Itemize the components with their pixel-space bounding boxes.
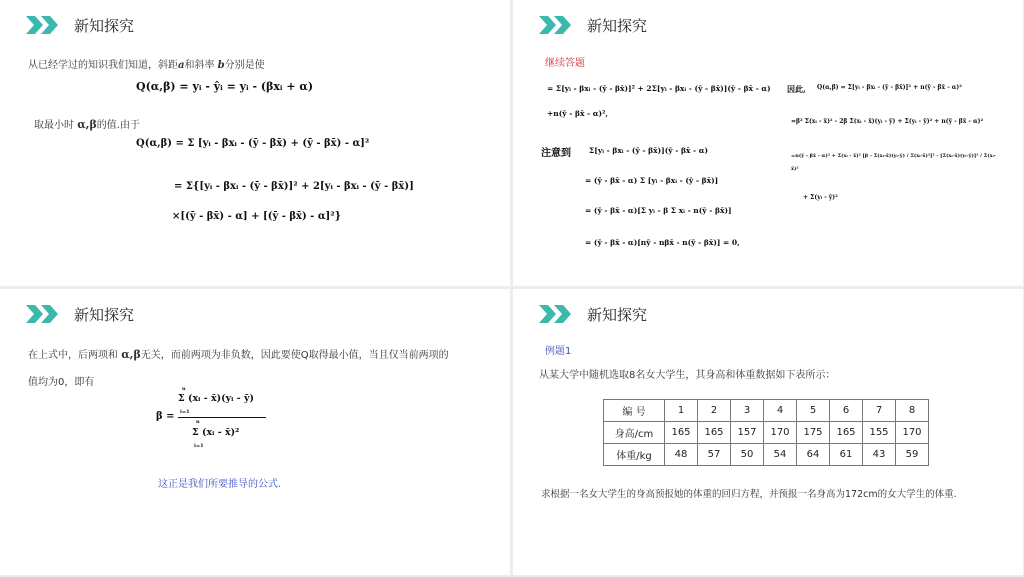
table-cell: 175 xyxy=(797,422,830,444)
s2-note-4: = (ȳ - βx̄ - α)[nȳ - nβx̄ - n(ȳ - βx̄)] = 0, xyxy=(585,238,740,247)
s2-line-1: = Σ[yᵢ - βxᵢ - (ȳ - βx̄)]² + 2Σ[yᵢ - βxᵢ - (ȳ - βx̄)](ȳ - βx̄ - α) xyxy=(547,84,771,93)
s2-r-4: + Σ(yᵢ - ȳ)² xyxy=(803,194,838,201)
table-cell: 64 xyxy=(797,444,830,466)
table-cell: 59 xyxy=(896,444,929,466)
min-post: 的值.由于 xyxy=(96,120,140,131)
slide-4 xyxy=(513,289,1023,575)
table-cell: 157 xyxy=(731,422,764,444)
slide-1 xyxy=(0,0,510,286)
slide-3-header xyxy=(26,303,134,325)
hence-label: 因此, xyxy=(787,84,806,94)
intro-a: a xyxy=(178,60,185,71)
min-text xyxy=(34,116,140,131)
table-row xyxy=(604,422,929,444)
table-cell: 6 xyxy=(830,400,863,422)
sum-top-2: n xyxy=(196,419,200,425)
p1-post: 无关，而前两项为非负数，因此要使Q取得最小值，当且仅当前两项的 xyxy=(140,350,449,361)
slide-1-intro xyxy=(28,56,265,71)
table-cell: 8 xyxy=(896,400,929,422)
slide-2 xyxy=(513,0,1023,286)
double-chevron-icon xyxy=(26,305,60,323)
row-label: 身高/cm xyxy=(604,422,665,444)
note-label: 注意到 xyxy=(541,148,571,159)
table-cell: 43 xyxy=(863,444,896,466)
s2-note-2: = (ȳ - βx̄ - α) Σ [yᵢ - βxᵢ - (ȳ - βx̄)] xyxy=(585,176,719,185)
table-cell: 57 xyxy=(698,444,731,466)
table-cell: 170 xyxy=(764,422,797,444)
table-row xyxy=(604,400,929,422)
table-cell: 165 xyxy=(665,422,698,444)
table-cell: 54 xyxy=(764,444,797,466)
slide-2-title: 新知探究 xyxy=(587,16,648,35)
eq-line-3: ×[(ȳ - βx̄) - α] + [(ȳ - βx̄) - α]²} xyxy=(172,211,342,222)
s2-line-2: +n(ȳ - βx̄ - α)², xyxy=(547,109,608,118)
denominator: Σ (xᵢ - x̄)² xyxy=(192,427,240,438)
question-text: 求根据一名女大学生的身高预报她的体重的回归方程，并预报一名身高为172cm的女大学生的体重. xyxy=(541,489,957,500)
conclusion-text: 这正是我们所要推导的公式. xyxy=(158,479,282,490)
intro-text: 从已经学过的知识我们知道，斜距 xyxy=(28,60,178,71)
table-row xyxy=(604,444,929,466)
slide-4-title: 新知探究 xyxy=(587,305,648,324)
q-formula: Q(α,β) = yᵢ - ŷᵢ = yᵢ - (βxᵢ + α) xyxy=(136,80,314,93)
s2-r-1: Q(α,β) = Σ[yᵢ - βxᵢ - (ȳ - βx̄)]² + n(ȳ - βx̄ - α)² xyxy=(817,84,962,91)
slide-1-header xyxy=(26,14,134,36)
table-cell: 155 xyxy=(863,422,896,444)
s3-paragraph-2: 值均为0，即有 xyxy=(28,377,95,388)
table-cell: 48 xyxy=(665,444,698,466)
table-cell: 1 xyxy=(665,400,698,422)
example-label: 例题1 xyxy=(545,346,572,357)
s2-r-3: =n(ȳ - βx̄ - α)² + Σ(xᵢ - x̄)² [β - Σ(xᵢ-x̄)(yᵢ-ȳ) / Σ(xᵢ-x̄)²]² - [Σ(xᵢ-x̄)(yᵢ-ȳ)]² / Σ(xᵢ-x̄)² xyxy=(791,153,996,172)
slide-3-title: 新知探究 xyxy=(74,305,135,324)
table-cell: 7 xyxy=(863,400,896,422)
s2-note-1: Σ[yᵢ - βxᵢ - (ȳ - βx̄)](ȳ - βx̄ - α) xyxy=(589,146,709,155)
problem-text: 从某大学中随机选取8名女大学生，其身高和体重数据如下表所示： xyxy=(539,370,836,381)
table-cell: 61 xyxy=(830,444,863,466)
slide-3 xyxy=(0,289,510,575)
intro-b: b xyxy=(217,60,225,71)
sum-top-1: n xyxy=(182,386,186,392)
sum-bot-2: i=1 xyxy=(194,443,204,449)
beta-label: β = xyxy=(156,411,175,422)
min-pre: 取最小时 xyxy=(34,120,74,131)
slide-4-header xyxy=(539,303,647,325)
p1-vars: α,β xyxy=(121,348,141,361)
table-cell: 2 xyxy=(698,400,731,422)
s2-r-2: =β² Σ(xᵢ - x̄)² - 2β Σ(xᵢ - x̄)(yᵢ - ȳ) + Σ(yᵢ - ȳ)² + n(ȳ - βx̄ - α)² xyxy=(791,118,984,125)
s3-paragraph-1 xyxy=(28,346,449,361)
table-cell: 165 xyxy=(698,422,731,444)
table-cell: 50 xyxy=(731,444,764,466)
intro-end: 分别是使 xyxy=(224,60,265,71)
intro-mid: 和斜率 xyxy=(184,60,215,71)
min-vars: α,β xyxy=(77,118,97,131)
eq-line-1: Q(α,β) = Σ [yᵢ - βxᵢ - (ȳ - βx̄) + (ȳ - βx̄) - α]² xyxy=(136,138,370,149)
table-cell: 170 xyxy=(896,422,929,444)
numerator: Σ (xᵢ - x̄)(yᵢ - ȳ) xyxy=(178,393,255,404)
table-cell: 165 xyxy=(830,422,863,444)
double-chevron-icon xyxy=(539,16,573,34)
row-label: 体重/kg xyxy=(604,444,665,466)
slide-1-title: 新知探究 xyxy=(74,16,135,35)
continue-label: 继续答题 xyxy=(545,58,585,69)
table-cell: 4 xyxy=(764,400,797,422)
row-label: 编 号 xyxy=(604,400,665,422)
table-cell: 3 xyxy=(731,400,764,422)
p1-pre: 在上式中，后两项和 xyxy=(28,350,118,361)
fraction-bar xyxy=(178,417,266,418)
table-cell: 5 xyxy=(797,400,830,422)
sum-bot-1: i=1 xyxy=(180,409,190,415)
slide-2-header xyxy=(539,14,647,36)
s2-note-3: = (ȳ - βx̄ - α)[Σ yᵢ - β Σ xᵢ - n(ȳ - βx̄)] xyxy=(585,206,732,215)
double-chevron-icon xyxy=(26,16,60,34)
double-chevron-icon xyxy=(539,305,573,323)
eq-line-2: = Σ{[yᵢ - βxᵢ - (ȳ - βx̄)]² + 2[yᵢ - βxᵢ - (ȳ - βx̄)] xyxy=(174,181,414,192)
data-table xyxy=(603,399,929,466)
